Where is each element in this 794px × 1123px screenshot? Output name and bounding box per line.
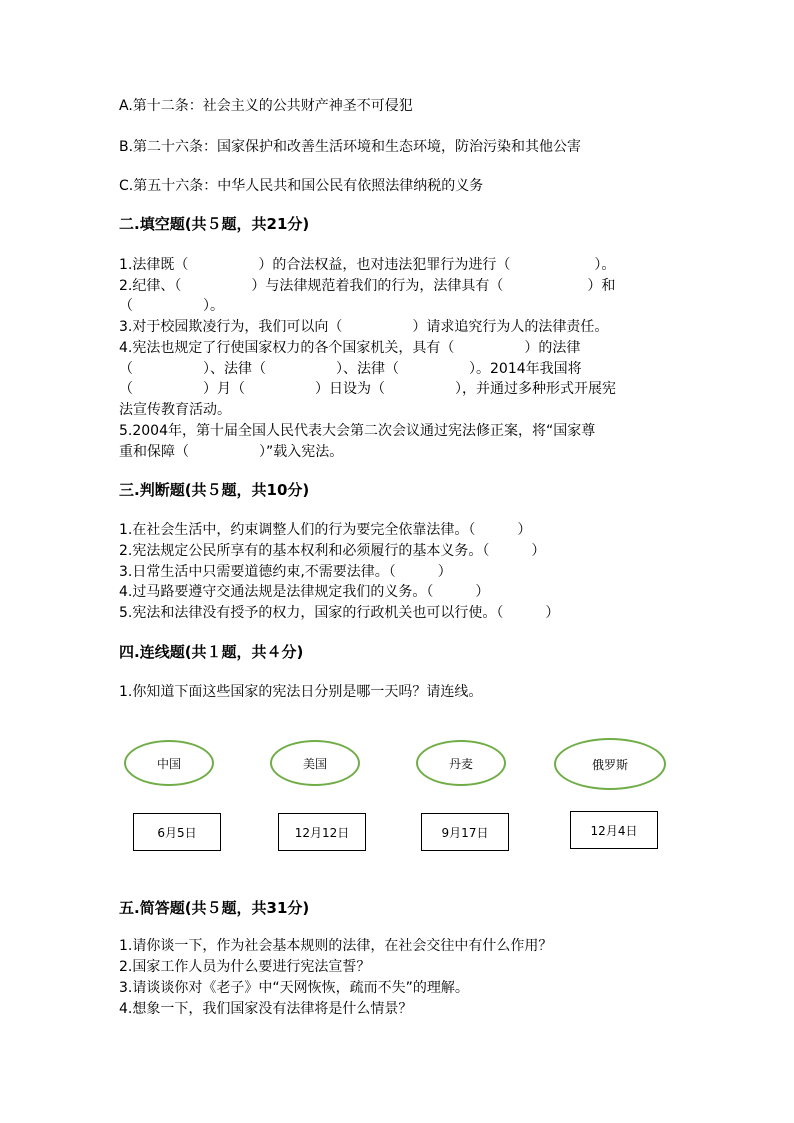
- judge-line: 2.宪法规定公民所享有的基本权利和必须履行的基本义务。（ ）: [119, 543, 546, 559]
- short-line: 1.请你谈一下，作为社会基本规则的法律，在社会交往中有什么作用？: [119, 938, 553, 954]
- fill-line: （ ）、法律（ ）、法律（ ）。2014年我国将: [119, 361, 582, 377]
- section-heading-judge: 三.判断题(共５题，共10分): [119, 481, 310, 499]
- option-b: B.第二十六条：国家保护和改善生活环境和生态环境，防治污染和其他公害: [119, 139, 582, 155]
- date-box-dec12[interactable]: [278, 813, 366, 851]
- date-label: 9月17日: [441, 825, 489, 840]
- judge-line: 4.过马路要遵守交通法规是法律规定我们的义务。（ ）: [119, 584, 490, 600]
- country-oval-denmark[interactable]: [416, 740, 506, 786]
- judge-line: 5.宪法和法律没有授予的权力，国家的行政机关也可以行使。（ ）: [119, 605, 560, 621]
- fill-line: （ ）。: [119, 298, 224, 314]
- fill-line: 3.对于校园欺凌行为，我们可以向（ ）请求追究行为人的法律责任。: [119, 319, 609, 335]
- fill-line: 重和保障（ ）”载入宪法。: [119, 444, 344, 460]
- fill-line: 4.宪法也规定了行使国家权力的各个国家机关，具有（ ）的法律: [119, 340, 581, 356]
- fill-line: 2.纪律、（ ）与法律规范着我们的行为，法律具有（ ）和: [119, 278, 616, 294]
- judge-line: 3.日常生活中只需要道德约束,不需要法律。（ ）: [119, 564, 452, 580]
- date-box-dec4[interactable]: [570, 811, 658, 849]
- country-label: 中国: [156, 756, 181, 771]
- country-oval-usa[interactable]: [270, 740, 360, 786]
- fill-line: （ ）月（ ）日设为（ ），并通过多种形式开展宪: [119, 381, 616, 397]
- option-c: C.第五十六条：中华人民共和国公民有依照法律纳税的义务: [119, 178, 484, 194]
- date-box-sep17[interactable]: [421, 813, 509, 851]
- date-label: 12月12日: [294, 825, 350, 840]
- date-label: 12月4日: [590, 823, 638, 838]
- country-oval-china[interactable]: [124, 740, 214, 786]
- short-line: 3.请谈谈你对《老子》中“天网恢恢，疏而不失”的理解。: [119, 980, 469, 996]
- short-line: 2.国家工作人员为什么要进行宪法宣誓？: [119, 959, 371, 975]
- section-heading-match: 四.连线题(共１题，共４分): [119, 643, 304, 661]
- short-line: 4.想象一下，我们国家没有法律将是什么情景？: [119, 1001, 413, 1017]
- country-oval-russia[interactable]: [554, 738, 666, 790]
- judge-line: 1.在社会生活中，约束调整人们的行为要完全依靠法律。（ ）: [119, 522, 532, 538]
- option-a: A.第十二条：社会主义的公共财产神圣不可侵犯: [119, 98, 413, 114]
- country-label: 丹麦: [448, 756, 473, 771]
- match-question: 1.你知道下面这些国家的宪法日分别是哪一天吗？请连线。: [119, 684, 483, 700]
- country-label: 俄罗斯: [591, 757, 628, 772]
- country-label: 美国: [302, 756, 327, 771]
- date-box-jun5[interactable]: [133, 813, 221, 851]
- date-label: 6月5日: [157, 825, 197, 840]
- fill-line: 1.法律既（ ）的合法权益，也对违法犯罪行为进行（ ）。: [119, 257, 616, 273]
- fill-line: 法宣传教育活动。: [119, 402, 231, 418]
- fill-line: 5.2004年，第十届全国人民代表大会第二次会议通过宪法修正案，将“国家尊: [119, 423, 596, 439]
- section-heading-fill: 二.填空题(共５题，共21分): [119, 215, 310, 233]
- section-heading-short: 五.简答题(共５题，共31分): [119, 899, 310, 917]
